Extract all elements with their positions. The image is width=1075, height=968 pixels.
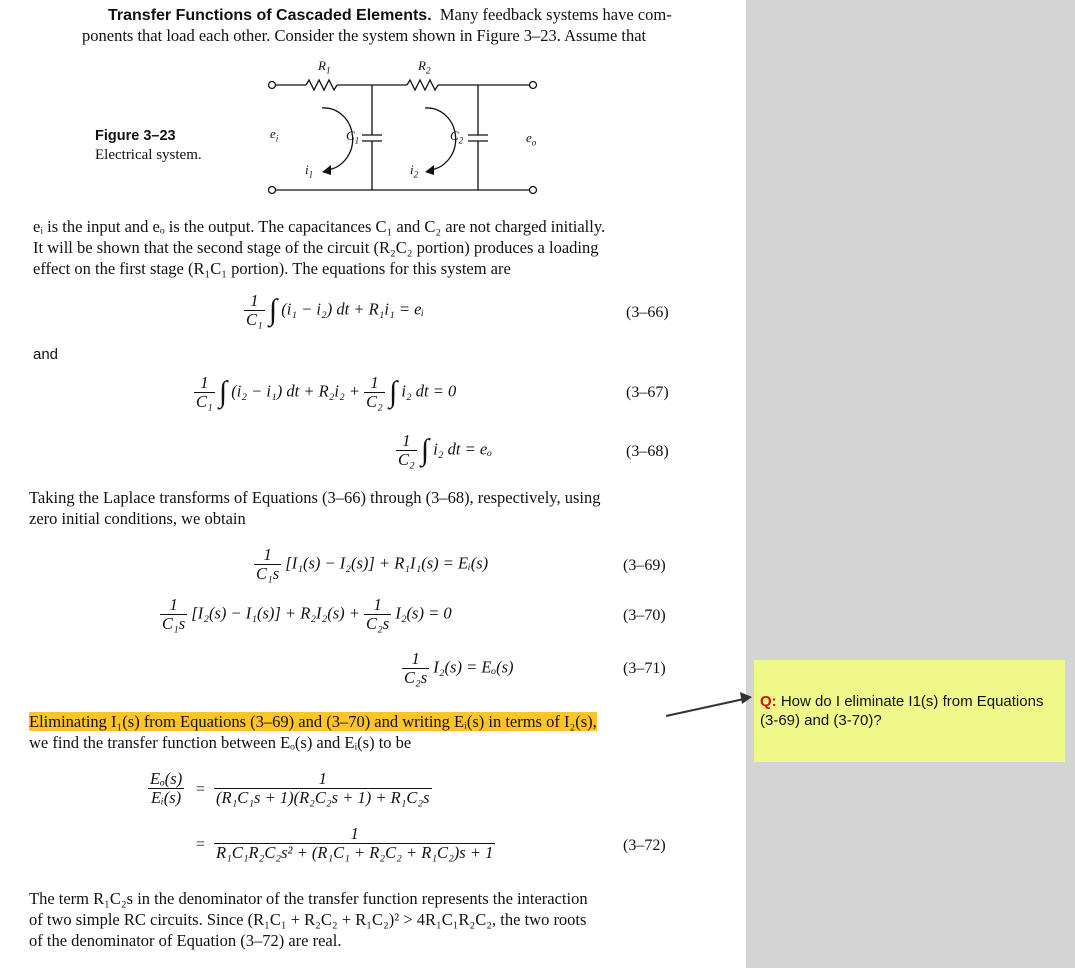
intro-text: Many feedback systems have com-: [439, 5, 672, 24]
equation-number-3-69: (3–69): [623, 557, 666, 574]
equation-number-3-71: (3–71): [623, 660, 666, 677]
paragraph-1-line3: effect on the first stage (R₁C₁ portion). The equations for this system are: [33, 259, 511, 278]
label-r1: $R_1$: [318, 58, 331, 76]
connector-and: and: [33, 346, 59, 363]
label-i1: $i_1$: [305, 162, 314, 180]
paragraph-2-line2: zero initial conditions, we obtain: [29, 509, 246, 528]
equation-number-3-66: (3–66): [626, 304, 669, 321]
figure-caption: Electrical system.: [95, 147, 202, 163]
paragraph-4-line2: of two simple RC circuits. Since (R₁C₁ + R₂C₂ + R₁C₂)² > 4R₁C₁R₂C₂, the two roots: [29, 910, 587, 929]
paragraph-1-line1: eᵢ is the input and eₒ is the output. The capacitances C₁ and C₂ are not charged initially.: [33, 217, 606, 236]
equation-3-72-rhs1: $\frac{1}{\text{(R₁C₁s + 1)(R₂C₂s + 1) + R₁C₂s}}$: [216, 769, 430, 807]
label-c1: $C_1$: [346, 128, 360, 146]
equation-3-67: $\frac{1}{\text{C₁}}$ ∫ (i₂ − i₁) dt + R₂i₂ + $\frac{1}{\text{C₂}}$ ∫ i₂ dt = 0: [196, 373, 457, 411]
annotation-arrow: [0, 0, 1, 1]
equation-3-68: $\frac{1}{\text{C₂}}$ ∫ i₂ dt = eₒ: [398, 431, 492, 469]
paragraph-4-line1: The term R₁C₂s in the denominator of the transfer function represents the interaction: [29, 889, 588, 908]
question-text: How do I eliminate I1(s) from Equations (3-69) and (3-70)?: [760, 693, 1044, 729]
paragraph-3-line1: [29, 711, 597, 732]
label-eo: $e_o$: [526, 130, 537, 148]
paragraph-3-line2: we find the transfer function between Eₒ(s) and Eᵢ(s) to be: [29, 733, 412, 752]
label-r2: $R_2$: [418, 58, 431, 76]
equation-number-3-67: (3–67): [626, 384, 669, 401]
paragraph-1-line2: It will be shown that the second stage of the circuit (R₂C₂ portion) produces a loading: [33, 238, 599, 257]
paragraph-2-line1: Taking the Laplace transforms of Equations (3–66) through (3–68), respectively, using: [29, 488, 601, 507]
equation-3-72-lhs: $\frac{\text{Eₒ(s)}}{\text{Eᵢ(s)}}$: [150, 769, 183, 807]
question-note: [754, 660, 1065, 762]
section-heading: Transfer Functions of Cascaded Elements.: [108, 7, 432, 24]
equation-number-3-68: (3–68): [626, 443, 669, 460]
equation-number-3-72: (3–72): [623, 837, 666, 854]
figure-label: [95, 127, 176, 146]
equation-3-66: $\frac{1}{\text{C₁}}$ ∫ (i₁ − i₂) dt + R₁i₁ = eᵢ: [246, 291, 425, 329]
right-margin-panel: [746, 0, 1075, 968]
label-c2: $C_2$: [450, 128, 464, 146]
intro-line2: ponents that load each other. Consider the system shown in Figure 3–23. Assume that: [82, 26, 647, 45]
highlighted-sentence: Eliminating I₁(s) from Equations (3–69) and (3–70) and writing Eᵢ(s) in terms of I₂(s),: [29, 712, 597, 731]
question-label: Q:: [760, 693, 777, 710]
equation-3-72-rhs2: $\frac{1}{\text{R₁C₁R₂C₂s² + (R₁C₁ + R₂C₂ + R₁C₂)s + 1}}$: [216, 824, 494, 862]
equation-number-3-70: (3–70): [623, 607, 666, 624]
equation-3-72-equals-1: =: [196, 781, 206, 798]
paragraph-4-line3: of the denominator of Equation (3–72) are real.: [29, 931, 342, 950]
label-i2: $i_2$: [410, 162, 419, 180]
equation-3-72-equals-2: =: [196, 836, 206, 853]
equation-3-69: $\frac{1}{\text{C₁s}}$ [I₁(s) − I₂(s)] + R₁I₁(s) = Eᵢ(s): [256, 545, 489, 583]
equation-3-70: $\frac{1}{\text{C₁s}}$ [I₂(s) − I₁(s)] + R₂I₂(s) + $\frac{1}{\text{C₂s}}$ I₂(s) = 0: [162, 595, 452, 633]
figure-number: Figure 3–23: [95, 128, 176, 144]
label-ei: $e_i$: [270, 126, 279, 144]
section-intro-line1: [108, 4, 672, 26]
equation-3-71: $\frac{1}{\text{C₂s}}$ I₂(s) = Eₒ(s): [404, 649, 514, 687]
